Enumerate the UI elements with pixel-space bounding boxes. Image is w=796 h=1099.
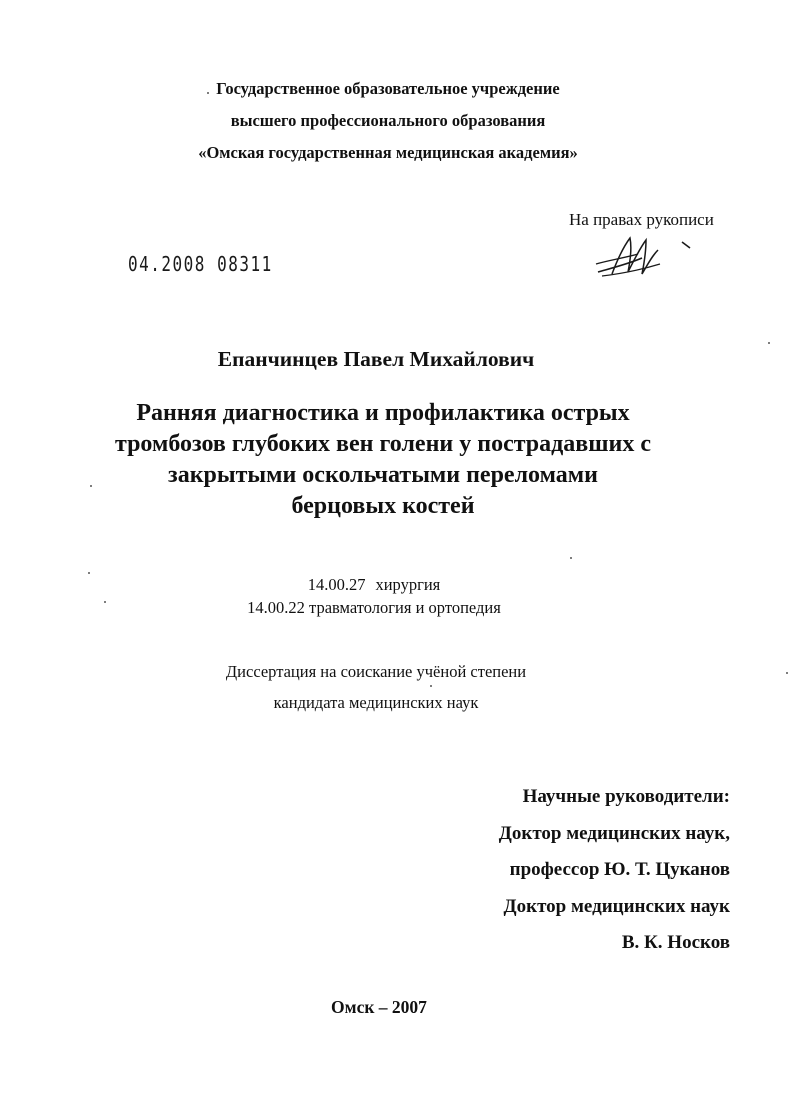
specialty-name: травматология и ортопедия bbox=[309, 598, 501, 617]
city-year: Омск – 2007 bbox=[331, 997, 427, 1017]
advisors-heading: Научные руководители: bbox=[522, 786, 730, 807]
degree-line-1: Диссертация на соискание учёной степени bbox=[225, 662, 527, 681]
institution-line-1: Государственное образовательное учреждение bbox=[216, 79, 560, 98]
title-line-4: берцовых костей bbox=[291, 493, 475, 519]
dissertation-title bbox=[0, 398, 781, 522]
scan-speck bbox=[570, 557, 572, 559]
manuscript-note: На правах рукописи bbox=[569, 210, 714, 229]
advisor-name-2: В. К. Носков bbox=[621, 932, 730, 953]
advisor-degree-2: Доктор медицинских наук bbox=[503, 895, 730, 917]
scan-speck bbox=[88, 572, 90, 574]
institution-line-2: высшего профессионального образования bbox=[230, 111, 546, 130]
degree-line-2: кандидата медицинских наук bbox=[273, 693, 479, 712]
signature bbox=[590, 228, 700, 289]
specialty-line bbox=[0, 596, 772, 619]
title-line-2: тромбозов глубоких вен голени у пострадавших с bbox=[115, 431, 651, 457]
scan-speck bbox=[768, 342, 770, 344]
scan-speck bbox=[90, 485, 92, 487]
specialty-code: 14.00.22 bbox=[247, 598, 305, 617]
title-line-1: Ранняя диагностика и профилактика острых bbox=[136, 400, 630, 426]
scan-speck bbox=[786, 672, 788, 674]
degree-statement bbox=[0, 656, 774, 718]
scan-speck bbox=[104, 601, 106, 603]
scan-speck bbox=[430, 685, 432, 687]
institution-line-3: «Омская государственная медицинская академия» bbox=[198, 143, 578, 162]
title-line-3: закрытыми оскольчатыми переломами bbox=[168, 462, 598, 488]
specialty-name: хирургия bbox=[375, 575, 441, 594]
archive-stamp-number: 04.2008 08311 bbox=[128, 252, 273, 276]
scientific-advisors bbox=[499, 779, 730, 962]
author-name: Епанчинцев Павел Михайлович bbox=[217, 347, 535, 371]
specialty-code: 14.00.27 bbox=[307, 575, 366, 594]
advisor-name-1: профессор Ю. Т. Цуканов bbox=[509, 859, 730, 880]
institution-header bbox=[0, 73, 786, 169]
specialty-line bbox=[0, 573, 772, 596]
specialties bbox=[0, 573, 772, 619]
scan-speck bbox=[207, 92, 209, 94]
advisor-degree-1: Доктор медицинских наук, bbox=[498, 822, 730, 844]
